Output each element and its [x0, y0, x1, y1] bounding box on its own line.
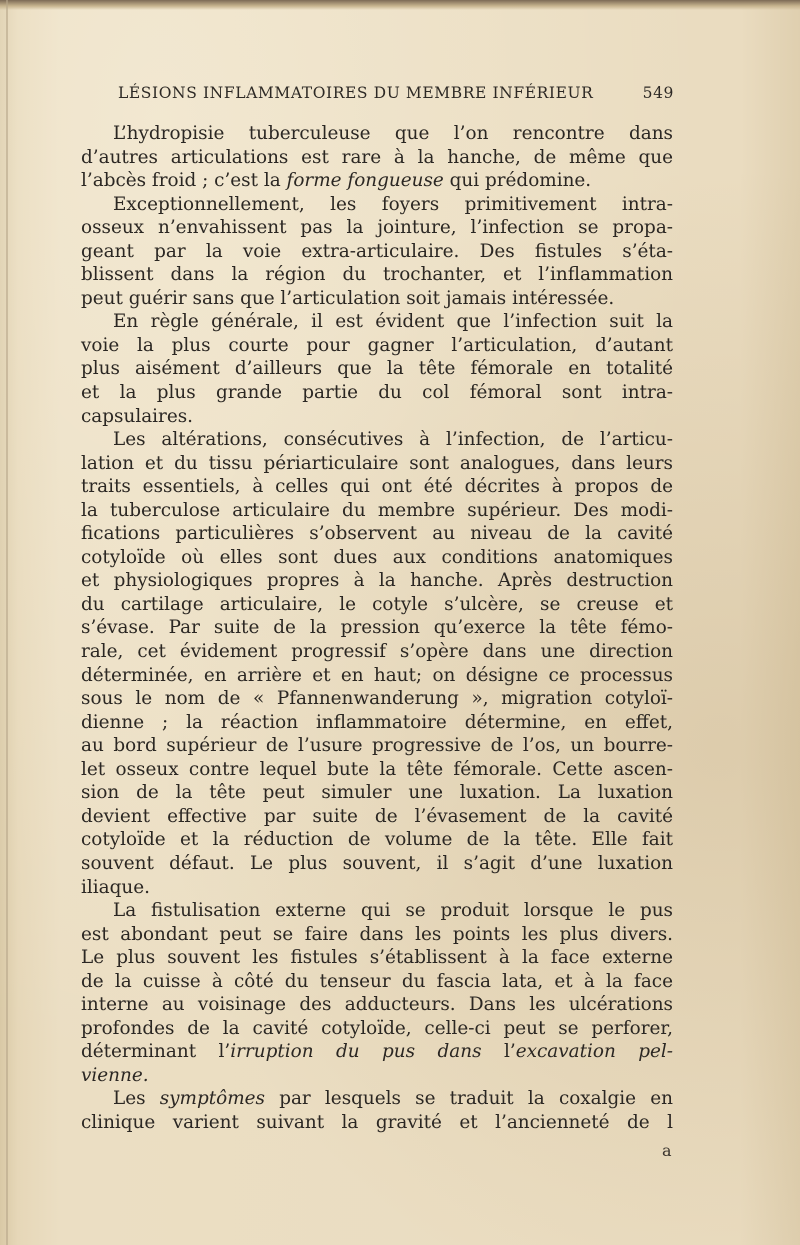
text-line: déterminée, en arrière et en haut; on désigne ce processus: [81, 664, 673, 686]
text-line: sous le nom de « Pfannenwanderung », migration cotyloï-: [81, 688, 673, 710]
text-line: capsulaires.: [81, 405, 194, 427]
text-line: geant par la voie extra-articulaire. Des fistules s’éta-: [81, 240, 673, 262]
text-line: Les altérations, consécutives à l’infection, de l’articu-: [113, 429, 673, 451]
text-line: blissent dans la région du trochanter, et l’inflammation: [81, 264, 673, 286]
text-line: de la cuisse à côté du tenseur du fascia lata, et à la face: [81, 970, 673, 992]
text-line: L’hydropisie tuberculeuse que l’on rencontre dans: [113, 123, 673, 144]
text-line: fications particulières s’observent au niveau de la cavité: [81, 523, 673, 545]
text-line: cotyloïde et la réduction de volume de la tête. Elle fait: [81, 829, 673, 851]
text-line: au bord supérieur de l’usure progressive de l’os, un bourre-: [81, 735, 673, 757]
running-head: [118, 84, 674, 108]
text-line: profondes de la cavité cotyloïde, celle-ci peut se perforer,: [81, 1017, 673, 1039]
text-line: vienne.: [81, 1064, 149, 1086]
text-line: peut guérir sans que l’articulation soit jamais intéressée.: [81, 287, 615, 309]
text-line: interne au voisinage des adducteurs. Dans les ulcérations: [81, 994, 673, 1016]
binding-edge: [6, 0, 8, 1245]
body-text: [81, 122, 673, 1135]
text-line: et physiologiques propres à la hanche. Après destruction: [81, 570, 673, 592]
text-line: lation et du tissu périarticulaire sont analogues, dans leurs: [81, 452, 673, 474]
text-line: est abondant peut se faire dans les points les plus divers.: [81, 923, 673, 945]
text-line: let osseux contre lequel bute la tête fémorale. Cette ascen-: [81, 758, 673, 780]
text-line: voie la plus courte pour gagner l’articulation, d’autant: [81, 334, 673, 356]
text-line: En règle générale, il est évident que l’infection suit la: [113, 311, 673, 333]
text-line: du cartilage articulaire, le cotyle s’ulcère, se creuse et: [81, 593, 673, 615]
text-line: l’abcès froid ; c’est la forme fongueuse qui prédomine.: [81, 170, 592, 192]
text-line: la tuberculose articulaire du membre supérieur. Des modi-: [81, 499, 673, 521]
text-line: déterminant l’irruption du pus dans l’excavation pel-: [81, 1041, 673, 1063]
text-line: Exceptionnellement, les foyers primitivement intra-: [113, 193, 673, 215]
text-line: iliaque.: [81, 876, 150, 898]
text-line: La fistulisation externe qui se produit lorsque le pus: [113, 900, 673, 922]
text-line: Les symptômes par lesquels se traduit la coxalgie en: [113, 1088, 673, 1110]
page-number: 549: [642, 84, 674, 102]
text-line: et la plus grande partie du col fémoral sont intra-: [81, 382, 673, 404]
page-top-shadow: [0, 0, 800, 10]
text-line: souvent défaut. Le plus souvent, il s’agit d’une luxation: [81, 852, 673, 874]
text-line: d’autres articulations est rare à la hanche, de même que: [81, 146, 673, 168]
running-head-title: LÉSIONS INFLAMMATOIRES DU MEMBRE INFÉRIEUR: [118, 84, 594, 102]
text-line: cotyloïde où elles sont dues aux conditions anatomiques: [81, 546, 673, 568]
text-line: sion de la tête peut simuler une luxation. La luxation: [81, 782, 673, 804]
signature-mark: a: [662, 1141, 672, 1160]
text-line: s’évase. Par suite de la pression qu’exerce la tête fémo-: [81, 617, 673, 639]
text-line: devient effective par suite de l’évasement de la cavité: [81, 805, 673, 827]
text-line: clinique varient suivant la gravité et l’ancienneté de l: [81, 1111, 673, 1133]
text-line: plus aisément d’ailleurs que la tête fémorale en totalité: [81, 358, 673, 380]
text-line: Le plus souvent les fistules s’établissent à la face externe: [81, 947, 673, 969]
text-line: osseux n’envahissent pas la jointure, l’infection se propa-: [81, 217, 673, 239]
text-line: rale, cet évidement progressif s’opère dans une direction: [81, 641, 673, 663]
text-line: traits essentiels, à celles qui ont été décrites à propos de: [81, 476, 673, 498]
text-line: dienne ; la réaction inflammatoire détermine, en effet,: [81, 711, 673, 733]
